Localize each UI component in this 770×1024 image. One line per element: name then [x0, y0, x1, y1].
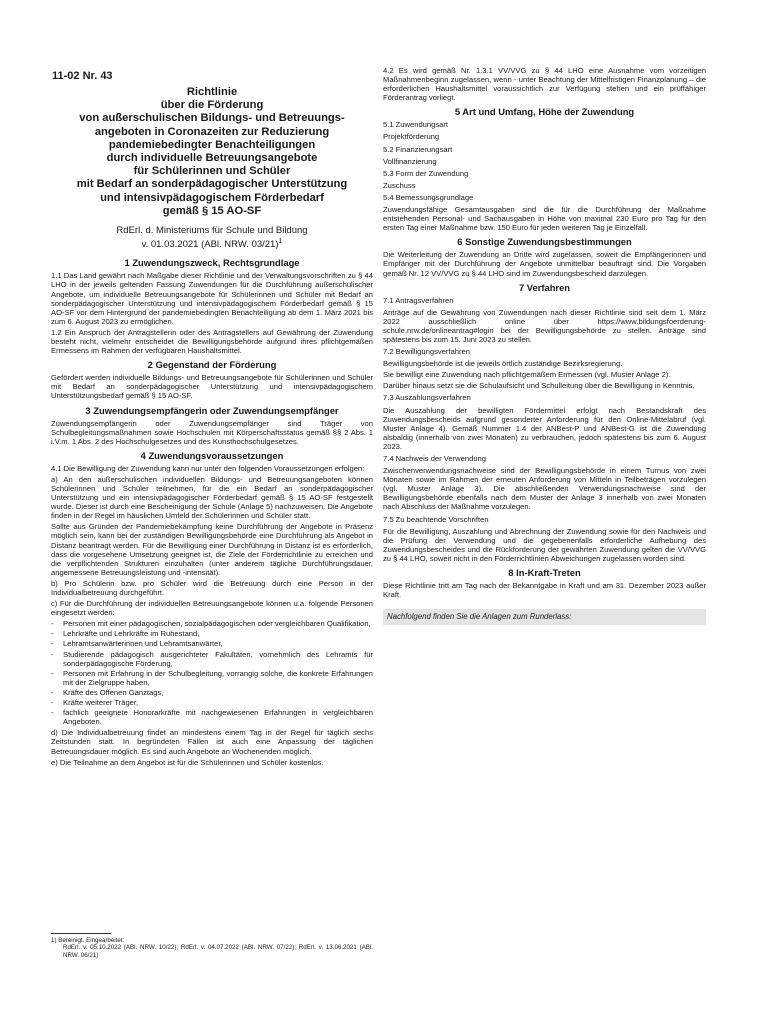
title-line: mit Bedarf an sonderpädagogischer Unterstützung [76, 178, 348, 191]
section-heading-2: 2 Gegenstand der Förderung [147, 359, 277, 371]
list-item: - Lehramtsanwärterinnen und Lehramtsanwärter, [51, 639, 373, 648]
list-item: - Kräfte weiterer Träger, [51, 698, 373, 707]
paragraph-4-1: 4.1 Die Bewilligung der Zuwendung kann nur unter den folgenden Voraussetzungen erfolgen: [51, 463, 365, 473]
list-item: - Studierende pädagogisch ausgerichteter Fakultäten, vornehmlich des Lehramts für sonderpädagogische Förderung, [51, 650, 373, 668]
list-item: - Kräfte des Offenen Ganztags, [51, 688, 373, 697]
personnel-list [51, 619, 373, 726]
footnote-divider [51, 933, 111, 934]
value-5-3: Zuschuss [383, 180, 416, 190]
paragraph-4-b: b) Pro Schülerin bzw. pro Schüler wird die Betreuung durch eine Person in der Individualbetreuung durchgeführt. [51, 578, 373, 597]
paragraph-7-2-c: Darüber hinaus setzt sie die Schulaufsicht und Schulleitung über die Bewilligung in Kenntnis. [383, 381, 695, 391]
paragraph-7-2-b: Sie bewilligt eine Zuwendung nach pflichtgemäßem Ermessen (vgl. Muster Anlage 2). [383, 370, 671, 380]
section-heading-6: 6 Sonstige Zuwendungsbestimmungen [457, 236, 632, 248]
title-line: pandemiebedingter Benachteiligungen [108, 138, 316, 151]
subtitle-date: v. 01.03.2021 (ABl. NRW. 03/21) [141, 238, 279, 250]
section-heading-4: 4 Zuwendungsvoraussetzungen [140, 449, 284, 461]
section-heading-5: 5 Art und Umfang, Höhe der Zuwendung [454, 106, 635, 118]
paragraph-2: Gefördert werden individuelle Bildungs- und Betreuungsangebote für Schülerinnen und Schüler mit Bedarf an sonderpädagogischer Unterstützung und intensivpädagogischem Unterstützungsbedarf gemäß § 15 AO-SF. [51, 373, 373, 401]
paragraph-7-2-a: Bewilligungsbehörde ist die jeweils örtlich zuständige Bezirksregierung. [383, 359, 623, 369]
paragraph-4-c: c) Für die Durchführung der individuellen Betreuungsangebote können u.a. folgende Personen eingesetzt werden: [51, 599, 373, 618]
value-5-4: Zuwendungsfähige Gesamtausgaben sind die für die Durchführung der Maßnahme entstehenden Personal- und Sachausgaben in Höhe von maximal 230 Euro pro Tag für den ersten Tag einer Maßnahme bzw. 150 Euro für jeden weiteren Tag je Einzelfall. [383, 205, 706, 233]
list-item: - Personen mit einer pädagogischen, sozialpädagogischen oder vergleichbaren Qualifikation, [51, 619, 373, 628]
title-line: von außerschulischen Bildungs- und Betreuungs- [79, 112, 345, 125]
right-column [383, 66, 706, 625]
subtitle-line-2 [51, 237, 373, 251]
footnote-line-1: 1) Bereinigt. Eingearbeitet: [51, 937, 125, 944]
title-line: und intensivpädagogischem Förderbedarf [100, 191, 324, 204]
title-line: für Schülerinnen und Schüler [133, 165, 291, 178]
annex-notice: Nachfolgend finden Sie die Anlagen zum Runderlass: [383, 609, 706, 625]
document-subtitle [51, 226, 373, 250]
title-line: Richtlinie [186, 86, 238, 98]
label-7-1: 7.1 Antragsverfahren [383, 295, 454, 305]
title-line: angeboten in Coronazeiten zur Reduzierung [94, 125, 330, 138]
value-5-1: Projektförderung [383, 132, 440, 142]
footnote-mark: 1 [278, 237, 283, 245]
paragraph-1-2: 1.2 Ein Anspruch der Antragstellerin oder des Antragstellers auf Gewährung der Zuwendung besteht nicht, vielmehr entscheidet die Bewilligungsbehörde aufgrund ihres pflichtgemäßen Ermessens im Rahmen der verfügbaren Haushaltsmittel. [51, 327, 373, 356]
label-7-4: 7.4 Nachweis der Verwendung [383, 454, 487, 463]
paragraph-7-5: Für die Bewilligung, Auszahlung und Abrechnung der Zuwendung sowie für den Nachweis und die Prüfung der Verwendung und die gegebenenfalls erforderliche Aufhebung des Zuwendungsbescheides und die Rückforderung der gewährten Zuwendung gelten die VV/VVG zu § 44 LHO, soweit nicht in den Förderrichtlinien Abweichungen zugelassen worden sind. [383, 526, 706, 563]
section-heading-3: 3 Zuwendungsempfängerin oder Zuwendungsempfänger [85, 404, 339, 416]
paragraph-4-a: a) An den außerschulischen individuellen Bildungs- und Betreuungsangeboten können Schülerinnen und Schüler teilnehmen, für die ein Bedarf an sonderpädagogischer Unterstützung und ein intensivpädagogischer Förderbedarf gemäß § 15 AO-SF festgestellt wurde. Dieser ist durch eine Bescheinigung der Schule (Anlage 5) nachzuweisen. Die Angebote finden in der Regel im häuslichen Umfeld der Schülerinnen und Schüler statt. [51, 474, 373, 521]
section-heading-8: 8 In-Kraft-Treten [508, 567, 581, 579]
label-5-2: 5.2 Finanzierungsart [383, 144, 453, 154]
paragraph-7-3: Die Auszahlung der bewilligten Fördermittel erfolgt nach Bestandskraft des Zuwendungsbescheids aufgrund gesonderter Anforderung für den Online-Mittelabruf (vgl. Muster Anlage 4). Gemäß Nummer 1.4 der ANBest-P und ANBest-G ist die Zuwendung alsbaldig (innerhalb von zwei Monaten) zu verbrauchen, jedoch spätestens bis zum 6. August 2023. [383, 405, 706, 451]
paragraph-4-2: 4.2 Es wird gemäß Nr. 1.3.1 VV/VVG zu § 44 LHO eine Ausnahme vom vorzeitigen Maßnahmenbeginn zugelassen, wenn - unter Beachtung der Mittelfristigen Finanzplanung – die erforderlichen Haushaltsmittel voraussichtlich zur Verfügung stehen und ein prüffähiger Förderantrag vorliegt. [383, 66, 706, 103]
list-item: - Personen mit Erfahrung in der Schulbegleitung, vorrangig solche, die konkrete Erfahrungen mit der Zielgruppe haben, [51, 669, 373, 687]
section-heading-1: 1 Zuwendungszweck, Rechtsgrundlage [124, 257, 300, 269]
label-7-5: 7.5 Zu beachtende Vorschriften [383, 514, 489, 524]
paragraph-4-a-2: Sollte aus Gründen der Pandemiebekämpfung keine Durchführung der Angebote in Präsenz möglich sein, kann bei der zuständigen Bewilligungsbehörde eine Durchführung als Angebot in Distanz beantragt werden. Für die Bewilligung einer Durchführung in Distanz ist es erforderlich, dass die vorgesehene Umsetzung geeignet ist, die Ziele der Förderrichtlinie zu erreichen und die verpflichtenden Strukturen einzuhalten (unter anderem tägliche Durchführungsdauer, angemessene Betreuungsleistung und -intensität). [51, 522, 373, 577]
document-title [51, 86, 373, 218]
label-5-1: 5.1 Zuwendungsart [383, 120, 449, 130]
document-number: 11-02 Nr. 43 [52, 70, 113, 82]
footnote-line-2: RdErl. v. 05.10.2022 (ABl. NRW. 10/22); RdErl. v. 04.07.2022 (ABl. NRW. 07/22); RdErl. v. 13.06.2021 (ABl. NRW. 06/21) [63, 944, 373, 959]
label-5-3: 5.3 Form der Zuwendung [383, 168, 469, 178]
title-line: gemäß § 15 AO-SF [162, 204, 262, 217]
list-item: - fachlich geeignete Honorarkräfte mit nachgewiesenen Erfahrungen in vergleichbaren Angeboten. [51, 708, 373, 726]
label-5-4: 5.4 Bemessungsgrundlage [383, 192, 474, 202]
label-7-3: 7.3 Auszahlungsverfahren [383, 393, 471, 403]
footnote [51, 933, 373, 959]
value-5-2: Vollfinanzierung [383, 156, 437, 166]
paragraph-6: Die Weiterleitung der Zuwendung an Dritte wird zugelassen, soweit die Empfängerinnen und Empfänger mit der Durchführung der Angebote unmittelbar beauftragt sind. Die Vorgaben gemäß Nr. 12 VV/VVG zu § 44 LHO sind im Zuwendungsbescheid darzulegen. [383, 250, 706, 278]
list-item: - Lehrkräfte und Lehrkräfte im Ruhestand, [51, 629, 373, 638]
left-column [51, 66, 373, 769]
title-line: durch individuelle Betreuungsangebote [106, 152, 318, 165]
paragraph-1-1: 1.1 Das Land gewährt nach Maßgabe dieser Richtlinie und der Verwaltungsvorschriften zu § 44 LHO in der jeweils geltenden Fassung Zuwendungen für die Durchführung außerschulischer Angebote, um individuelle Betreuungsangebote für Schülerinnen und Schüler mit Bedarf an sonderpädagogischer Unterstützung und intensivpädagogischem Förderbedarf gemäß § 15 AO-SF vor dem Hintergrund der pandemiebedingten Benachteiligung ab dem 1. März 2021 bis zum 6. August 2023 zu ermöglichen. [51, 271, 373, 326]
title-line: über die Förderung [160, 99, 264, 112]
label-7-2: 7.2 Bewilligungsverfahren [383, 347, 470, 357]
subtitle-line-1: RdErl. d. Ministeriums für Schule und Bildung [116, 225, 308, 237]
paragraph-4-d: d) Die Individualbetreuung findet an mindestens einem Tag in der Regel für täglich sechs Zeitstunden statt. In begründeten Fällen ist auch eine Anpassung der täglichen Betreuungsdauer möglich. Es sind auch Angebote an Wochenenden möglich. [51, 728, 373, 756]
section-heading-7: 7 Verfahren [518, 281, 571, 293]
paragraph-7-1: Anträge auf die Gewährung von Zuwendungen nach dieser Richtlinie sind seit dem 1. März 2022 ausschließlich online über https://www.bildungsfoerderung-schule.nrw.de/onlineantrag#login bei der Bewilligungsbehörde zu stellen. Anträge sind spätestens bis zum 15. Juni 2023 zu stellen. [383, 307, 706, 344]
paragraph-4-e: e) Die Teilnahme an dem Angebot ist für die Schülerinnen und Schüler kostenlos. [51, 757, 324, 767]
paragraph-3: Zuwendungsempfängerin oder Zuwendungsempfänger sind Träger von Schulbegleitungsmaßnahmen sowie Hochschulen mit Körperschaftsstatus gemäß §§ 2 Abs. 1 i.V.m. 1 Abs. 2 des Hochschulgesetzes und des Kunsthochschulgesetzes. [51, 418, 373, 446]
paragraph-8: Diese Richtlinie tritt am Tag nach der Bekanntgabe in Kraft und am 31. Dezember 2023 außer Kraft. [383, 581, 706, 600]
paragraph-7-4: Zwischenverwendungsnachweise sind der Bewilligungsbehörde in einem Turnus von zwei Monaten sowie im Rahmen der erneuten Anforderung von Mitteln in Teilbeträgen vorzulegen (vgl. Muster Anlage 3). Die abschließenden Verwendungsnachweise sind der Bewilligungsbehörde ebenfalls nach dem Muster der Anlage 3 innerhalb von zwei Monaten nach Abschluss der Maßnahme vorzulegen. [383, 466, 706, 512]
